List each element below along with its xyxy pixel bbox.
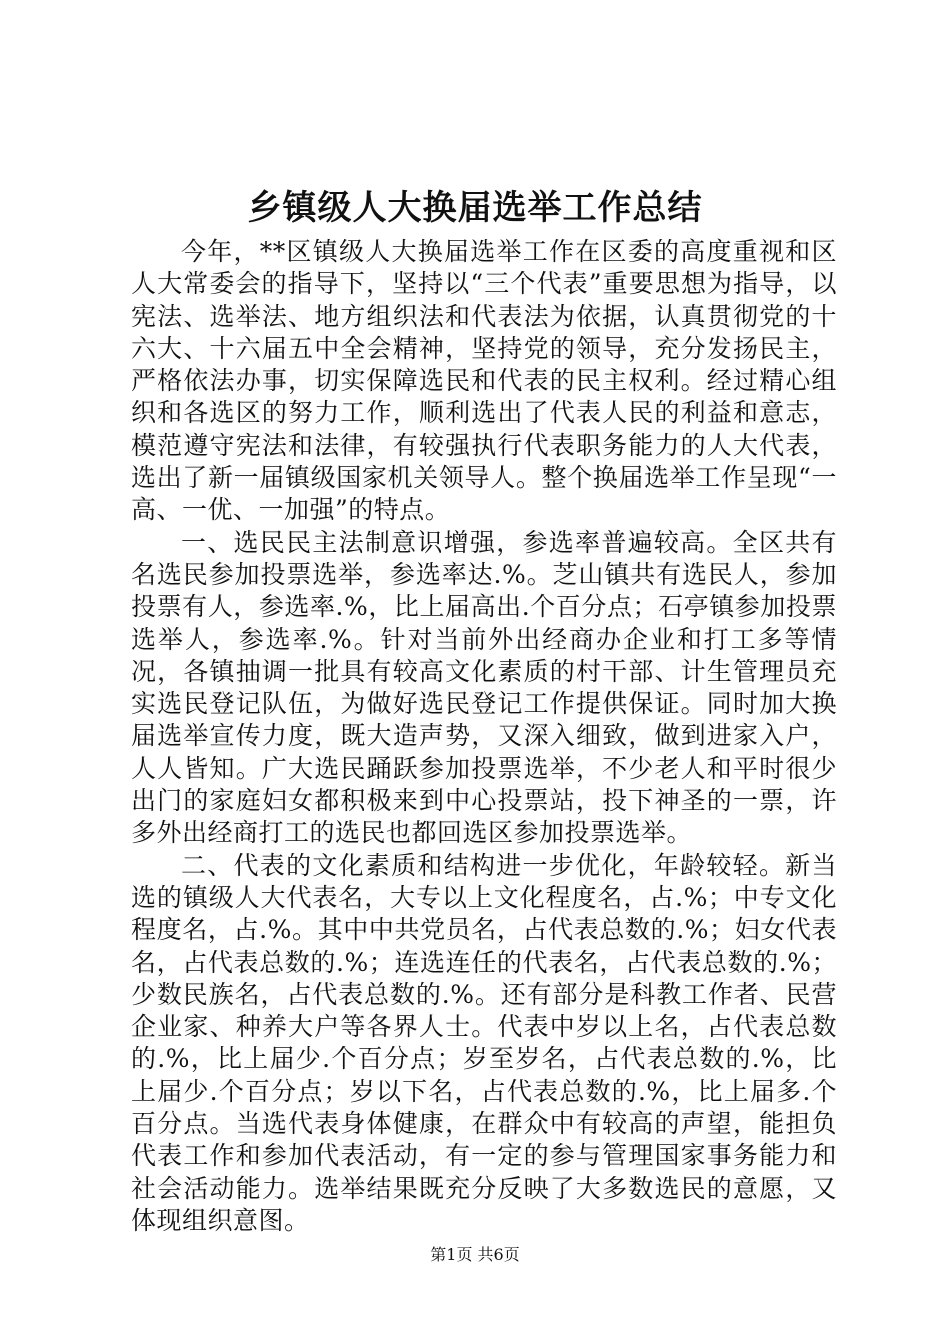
paragraph-section-two: 二、代表的文化素质和结构进一步优化，年龄较轻。新当选的镇级人大代表名，大专以上文化程度名，占.%；中专文化程度名，占.%。其中中共党员名，占代表总数的.%；妇女代表名，占代表总数的.%；连选连任的代表名，占代表总数的.%；少数民族名，占代表总数的.%。还有部分是科教工作者、民营企业家、种养大户等各界人士。代表中岁以上名，占代表总数的.%，比上届少.个百分点；岁至岁名，占代表总数的.%，比上届少.个百分点；岁以下名，占代表总数的.%，比上届多.个百分点。当选代表身体健康，在群众中有较高的声望，能担负代表工作和参加代表活动，有一定的参与管理国家事务能力和社会活动能力。选举结果既充分反映了大多数选民的意愿，又体现组织意图。	[131, 850, 837, 1235]
paragraph-section-one: 一、选民民主法制意识增强，参选率普遍较高。全区共有名选民参加投票选举，参选率达.%。芝山镇共有选民人，参加投票有人，参选率.%，比上届高出.个百分点；石亭镇参加投票选举人，参选率.%。针对当前外出经商办企业和打工多等情况，各镇抽调一批具有较高文化素质的村干部、计生管理员充实选民登记队伍，为做好选民登记工作提供保证。同时加大换届选举宣传力度，既大造声势，又深入细致，做到进家入户，人人皆知。广大选民踊跃参加投票选举，不少老人和平时很少出门的家庭妇女都积极来到中心投票站，投下神圣的一票，许多外出经商打工的选民也都回选区参加投票选举。	[131, 527, 837, 848]
document-body	[131, 236, 837, 1237]
document-title: 乡镇级人大换届选举工作总结	[247, 188, 703, 228]
paragraph-intro: 今年，**区镇级人大换届选举工作在区委的高度重视和区人大常委会的指导下，坚持以“三个代表”重要思想为指导，以宪法、选举法、地方组织法和代表法为依据，认真贯彻党的十六大、十六届五中全会精神，坚持党的领导，充分发扬民主，严格依法办事，切实保障选民和代表的民主权利。经过精心组织和各选区的努力工作，顺利选出了代表人民的利益和意志，模范遵守宪法和法律，有较强执行代表职务能力的人大代表，选出了新一届镇级国家机关领导人。整个换届选举工作呈现“一高、一优、一加强”的特点。	[131, 237, 837, 525]
page-footer: 第1页 共6页	[430, 1245, 520, 1264]
